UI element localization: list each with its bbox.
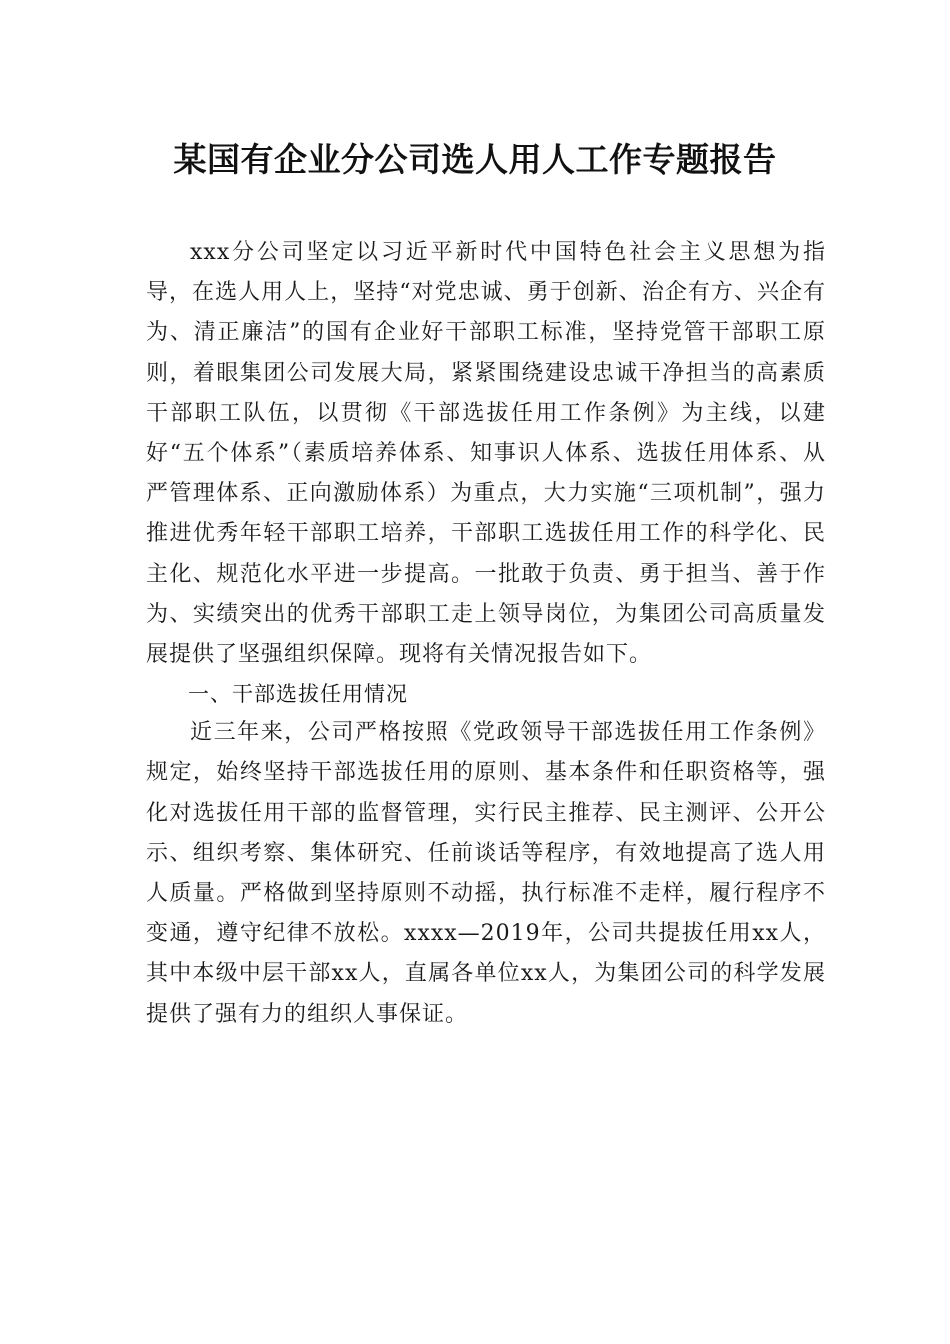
section-paragraph: 近三年来，公司严格按照《党政领导干部选拔任用工作条例》规定，始终坚持干部选拔任用的原则、基本条件和任职资格等，强化对选拔任用干部的监督管理，实行民主推荐、民主测评、公开公示、组织考察、集体研究、任前谈话等程序，有效地提高了选人用人质量。严格做到坚持原则不动摇，执行标准不走样，履行程序不变通，遵守纪律不放松。xxxx—2019年，公司共提拔任用xx人，其中本级中层干部xx人，直属各单位xx人，为集团公司的科学发展提供了强有力的组织人事保证。 <box>146 720 826 1027</box>
document-body <box>146 233 826 1035</box>
document-title: 某国有企业分公司选人用人工作专题报告 <box>173 140 777 179</box>
intro-paragraph: xxx分公司坚定以习近平新时代中国特色社会主义思想为指导，在选人用人上，坚持“对党忠诚、勇于创新、治企有方、兴企有为、清正廉洁”的国有企业好干部职工标准，坚持党管干部职工原则，着眼集团公司发展大局，紧紧围绕建设忠诚干净担当的高素质干部职工队伍，以贯彻《干部选拔任用工作条例》为主线，以建好“五个体系”（素质培养体系、知事识人体系、选拔任用体系、从严管理体系、正向激励体系）为重点，大力实施“三项机制”，强力推进优秀年轻干部职工培养，干部职工选拔任用工作的科学化、民主化、规范化水平进一步提高。一批敢于负责、勇于担当、善于作为、实绩突出的优秀干部职工走上领导岗位，为集团公司高质量发展提供了坚强组织保障。现将有关情况报告如下。 <box>146 240 826 668</box>
section-heading: 一、干部选拔任用情况 <box>188 682 408 707</box>
